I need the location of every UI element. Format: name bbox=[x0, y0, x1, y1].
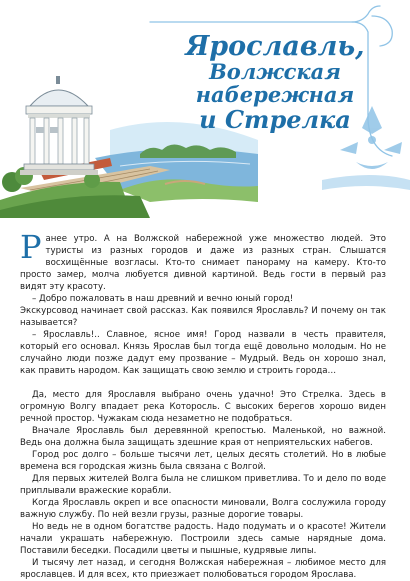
paragraph-8: Для первых жителей Волга была не слишком приветлива. То и дело по воде приплывали вражеские корабли. bbox=[20, 474, 386, 496]
paragraph-4: – Ярославль!.. Славное, ясное имя! Город назвали в честь правителя, который его основал. Князь Ярослав был тогда ещё довольно молодым. Но не случайно люди позже дадут ему прозвание – Мудрый. Ведь он хорошо знал, как править народом. Как защищать свою землю и строить города… bbox=[20, 330, 386, 376]
paragraph-1 bbox=[20, 228, 386, 293]
title-line-3: и Стрелка bbox=[199, 104, 351, 134]
paragraph-5: Да, место для Ярославля выбрано очень удачно! Это Стрелка. Здесь в огромную Волгу впадает река Которосль. С высоких берегов хорошо виден речной простор. Чужакам сюда незаметно не подобраться. bbox=[20, 390, 386, 424]
paragraph-gap bbox=[20, 377, 386, 389]
paragraph-6: Вначале Ярославль был деревянной крепостью. Маленькой, но важной. Ведь она должна была защищать здешние края от неприятельских набегов. bbox=[20, 426, 386, 448]
paragraph-9: Когда Ярославль окреп и все опасности миновали, Волга сослужила городу важную службу. По ней везли грузы, разные дорогие товары. bbox=[20, 498, 386, 520]
paragraph-7: Город рос долго – больше тысячи лет, целых десять столетий. Но в любые времена вся городская жизнь была связана с Волгой. bbox=[20, 450, 386, 472]
title-line-2: Волжская набережная bbox=[195, 59, 355, 107]
body-text bbox=[20, 228, 386, 581]
paragraph-10: Но ведь не в одном богатстве радость. Надо подумать и о красоте! Жители начали украшать набережную. Построили здесь самые нарядные дома. Поставили беседки. Посадили цветы и пышные, кудрявые липы. bbox=[20, 522, 386, 556]
paragraph-2: – Добро пожаловать в наш древний и вечно юный город! bbox=[32, 294, 294, 304]
title-line-1: Ярославль, bbox=[185, 31, 365, 62]
page-title bbox=[150, 32, 400, 132]
paragraph-1-text: анее утро. А на Волжской набережной уже множество людей. Это туристы из разных городов и даже из разных стран. Слышатся восхищённые возгласы. Кто-то снимает панораму на камеру. Кто-то просто замер, молча любуется дивной картиной. Ведь гости в первый раз видят эту красоту. bbox=[20, 234, 386, 292]
drop-cap: Р bbox=[20, 228, 42, 266]
paragraph-11: И тысячу лет назад, и сегодня Волжская набережная – любимое место для ярославцев. И для всех, кто приезжает полюбоваться городом Ярослава. bbox=[20, 558, 386, 580]
paragraph-3: Экскурсовод начинает свой рассказ. Как появился Ярославль? И почему он так называется? bbox=[20, 306, 386, 328]
